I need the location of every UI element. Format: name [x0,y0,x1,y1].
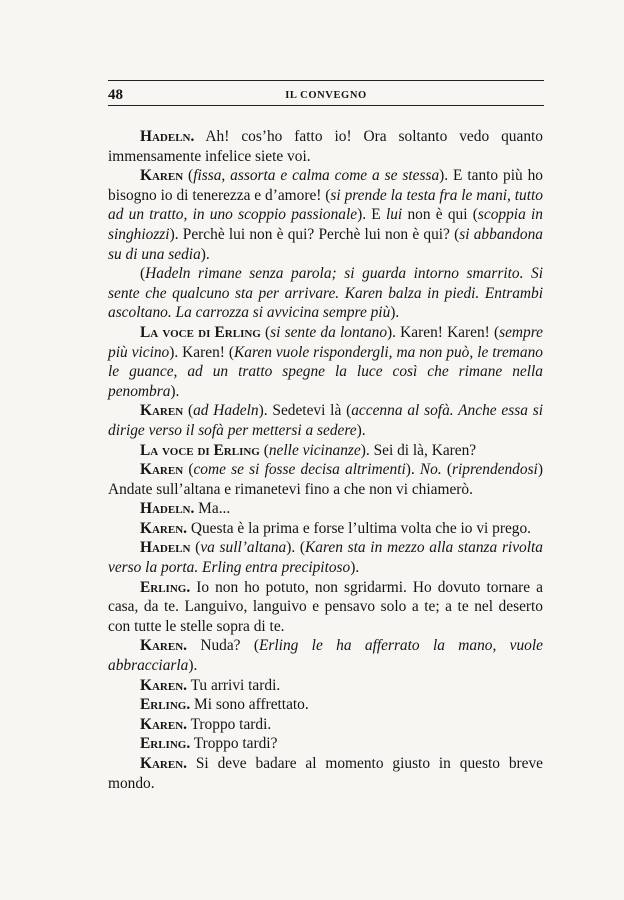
stage-direction: fissa, assorta e calma come a se stessa [193,167,440,185]
dialogue-text: Ma... [194,500,231,518]
dialogue-text: ( [183,402,194,420]
speaker-name: Erling. [140,578,191,596]
stage-direction: riprendendosi [452,461,538,479]
dialogue-text: ) Andate sull’altana e rimanetevi fino a che non vi chiamerò. [108,461,543,498]
header-bottom-rule [108,105,544,106]
paragraph [108,166,543,264]
paragraph [108,499,543,519]
dialogue-text: ). Karen! ( [169,343,234,361]
paragraph [108,578,543,637]
paragraph [108,264,543,323]
stage-direction: si abbandona su di una sedia [108,225,543,263]
stage-direction: lui [385,206,403,224]
speaker-name: Karen. [140,715,187,733]
dialogue-text: ( [183,167,194,185]
paragraph [108,519,543,539]
paragraph [108,695,543,715]
stage-direction: Erling le ha afferrato la mano, vuole abbracciarla [108,637,543,675]
stage-direction: ad Hadeln [193,402,259,420]
running-title: IL CONVEGNO [285,90,367,101]
speaker-name: Karen. [140,676,187,694]
dialogue-text: ). E tanto più ho bisogno io di tenerezza e d’amore! ( [108,167,543,204]
dialogue-text: Mi sono affrettato. [190,696,309,714]
stage-direction: si prende la testa fra le mani, tutto ad un tratto, in uno scoppio passionale [108,186,543,224]
paragraph [108,441,543,461]
dialogue-text: Questa è la prima e forse l’ultima volta che io vi prego. [187,519,532,537]
speaker-name: Erling. [140,735,191,753]
dialogue-text: ). Sedetevi là ( [258,402,352,420]
speaker-name: Erling. [140,696,191,714]
dialogue-text: ). Sei di là, Karen? [360,441,477,459]
speaker-name: Karen [140,167,184,185]
dialogue-text: ). [390,304,400,322]
speaker-name: Karen. [140,755,187,772]
dialogue-text: ). [188,657,198,675]
speaker-name: Karen [140,402,184,420]
stage-direction: scoppia in singhiozzi [108,206,543,243]
play-text [108,127,543,793]
stage-direction: Karen sta in mezzo alla stanza rivolta verso la porta. Erling entra precipitoso [108,539,543,577]
stage-direction: si sente da lontano [270,323,388,341]
header-top-rule [108,80,544,81]
page-number: 48 [108,87,123,103]
speaker-name: Karen [140,461,184,479]
paragraph [108,538,543,577]
dialogue-text: ( [260,323,271,341]
stage-direction: Karen vuole rispondergli, ma non può, le tremano le guance, ad un tratto spegne la luce così che rimane nella penombra [108,343,543,400]
speaker-name: Hadeln. [140,128,195,145]
dialogue-text: ). [170,382,180,400]
stage-direction: accenna al sofà. Anche essa si dirige verso il sofà per mettersi a sedere [108,402,543,439]
dialogue-text: ( [183,461,194,479]
speaker-name: La voce di Erling [140,441,260,459]
dialogue-text: ( [259,441,269,459]
dialogue-text: Si deve badare al momento giusto in questo breve mondo. [108,755,543,792]
stage-direction: No. [419,461,442,479]
paragraph [108,460,543,499]
dialogue-text: Troppo tardi? [190,735,278,753]
speaker-name: Karen. [140,637,187,655]
dialogue-text: ( [140,265,146,283]
dialogue-text: Io non ho potuto, non sgridarmi. Ho dovuto tornare a casa, da te. Languivo, languivo e pensavo solo a te; a te nel deserto con tutte le stelle sopra di te. [108,578,543,635]
speaker-name: La voce di Erling [140,323,261,341]
running-header [108,83,544,103]
stage-direction: nelle vicinanze [268,441,361,459]
dialogue-text: Nuda? ( [187,637,259,655]
dialogue-text: Ah! cos’ho fatto io! Ora soltanto vedo quanto immensamente infelice siete voi. [108,128,543,165]
dialogue-text: ( [441,461,453,479]
dialogue-text: non è qui ( [402,206,478,224]
dialogue-text: ). [350,559,360,577]
paragraph [108,734,543,754]
dialogue-text: ). [200,245,210,263]
dialogue-text: Troppo tardi. [187,715,272,733]
paragraph [108,754,543,793]
dialogue-text: ). E [357,206,386,224]
paragraph [108,636,543,675]
paragraph [108,401,543,440]
dialogue-text: ). [356,421,366,439]
speaker-name: Karen. [140,519,187,537]
stage-direction: sempre più vicino [108,323,543,361]
dialogue-text: Tu arrivi tardi. [187,676,281,694]
dialogue-text: ). Perchè lui non è qui? Perchè lui non è qui? ( [169,225,460,243]
dialogue-text: ). Karen! Karen! ( [387,323,500,341]
speaker-name: Hadeln [140,539,191,557]
paragraph [108,323,543,401]
stage-direction: Hadeln rimane senza parola; si guarda intorno smarrito. Si sente che qualcuno sta per arrivare. Karen balza in piedi. Entrambi ascoltano. La carrozza si avvicina sempre più [108,265,543,322]
dialogue-text: ). [405,461,420,479]
stage-direction: va sull’altana [200,539,287,557]
dialogue-text: ( [190,539,201,557]
stage-direction: come se si fosse decisa altrimenti [193,461,406,479]
paragraph [108,715,543,735]
paragraph [108,127,543,166]
dialogue-text: ). ( [286,539,306,557]
speaker-name: Hadeln. [140,500,195,518]
paragraph [108,676,543,696]
